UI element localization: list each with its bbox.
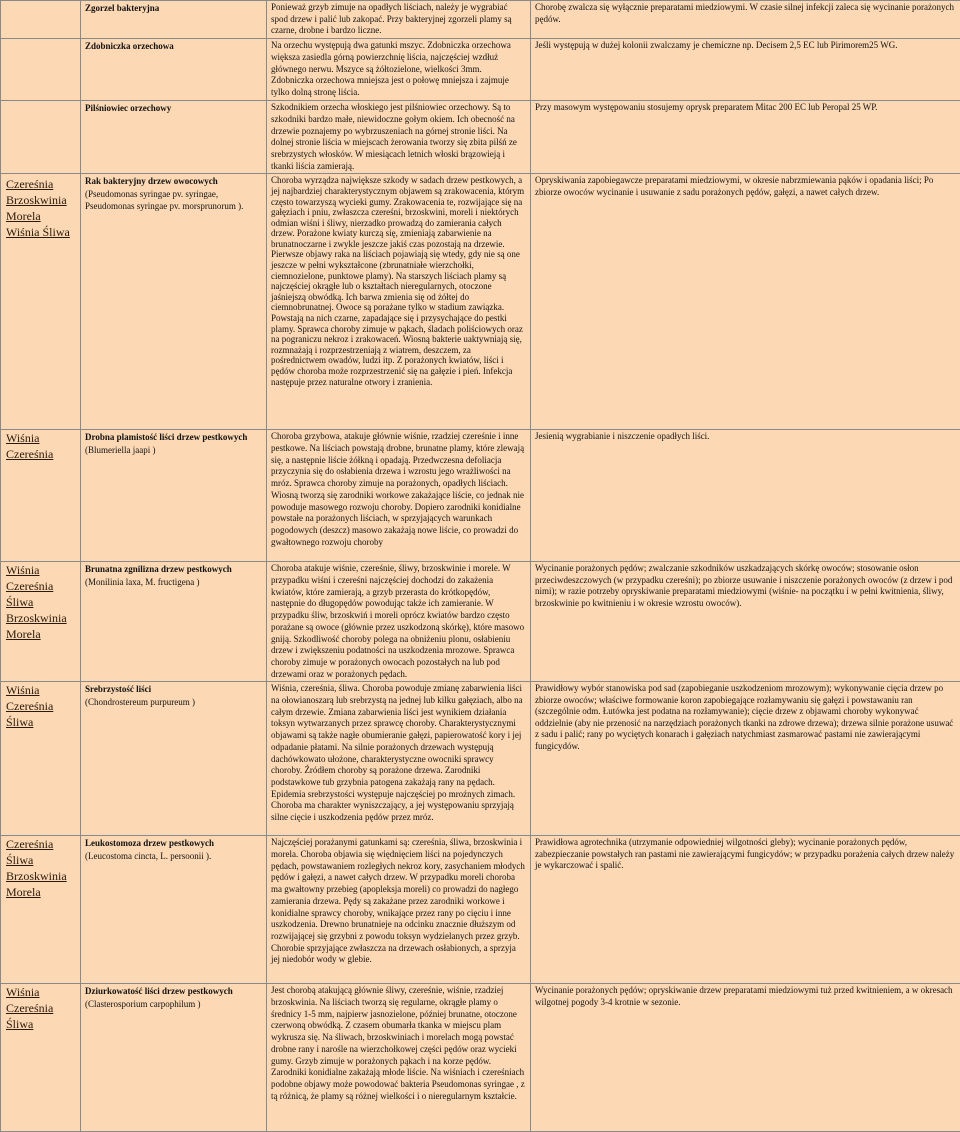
disease-name: Brunatna zgnilizna drzew pestkowych (85, 564, 232, 575)
host-name: Czereśnia (6, 837, 54, 852)
host-name: Brzoskwinia (6, 193, 67, 208)
control-cell: Prawidłowy wybór stanowiska pod sad (zapobieganie uszkodzeniom mrozowym); wykonywanie cięcia drzew po zbiorze owoców; właściwe formowanie koron zapobiegające rozłamywaniu się gałęzi i powstawaniu ran (szczególnie odm. Łutówka jest podatna na rozłamywanie); cięcie drzew z objawami choroby wykonywać oddzielnie (aby nie przenosić na narzędziach porażonych tkanki na zdrowe drzewa); drzewa silnie porażone usuwać z sadu i palić; rany po wyciętych konarach i gałęziach natychmiast zasmarować pastami nie zawierającymi fungicydów. (531, 682, 960, 836)
disease-cell (81, 174, 267, 430)
host-name: Czereśnia (6, 177, 54, 192)
disease-cell (81, 39, 267, 101)
disease-name: Dziurkowatość liści drzew pestkowych (85, 986, 233, 997)
description-cell: Jest chorobą atakującą głównie śliwy, czereśnie, wiśnie, rzadziej brzoskwinia. Na liściach tworzą się regularne, okrągłe plamy o średnicy 1-5 mm, najpierw jasnozielone, później brunatne, otoczone czerwoną obwódką. Z czasem obumarła tkanka w miejscu plam wykrusza się. Na śliwach, brzoskwiniach i morelach mogą powstać drobne rany i narośle na wierzchołkowej części pędów oraz wycieki gumy. Grzyb zimuje w porażonych pąkach i na korze pędów. Zarodniki konidialne zakażają młode liście. Na wiśniach i czereśniach podobne objawy może powodować bakteria Pseudomonas syringae , z tą różnicą, że plamy są różnej wielkości i o nieregularnym kształcie. (267, 984, 531, 1132)
host-name: Śliwa (6, 1017, 34, 1032)
description-cell: Choroba wyrządza największe szkody w sadach drzew pestkowych, a jej najbardziej charakterystycznym objawem są zrakowacenia, którym często towarzyszą wycieki gumy. Zrakowacenia te, rozwijające się na gałęziach i pniu, zwłaszcza czereśni, brzoskwini, moreli i niektórych odmian wiśni i śliwy, nierzadko prowadzą do zamierania całych drzew. Porażone kwiaty kurczą się, zmieniają zabarwienie na brunatnoczarne i zwykle jeszcze jakiś czas pozostają na drzewie. Pierwsze objawy raka na liściach pojawiają się wtedy, gdy nie są one jeszcze w pełni wykształcone (zbrunatniałe wierzchołki, ciemnozielone, punktowe plamy). Na starszych liściach plamy są najczęściej okrągłe lub o kształtach nieregularnych, otoczone jaśniejszą obwódką. Ich barwa zmienia się od żółtej do ciemnobrunatnej. Owoce są porażane tylko w stadium zawiązka. Powstają na nich czarne, zapadające się i przysychające do pestki plamy. Sprawca choroby zimuje w pąkach, śladach poliściowych oraz na pograniczu nekroz i zrakowaceń. Wiosną bakterie uaktywniają się, rozmnażają i rozprzestrzeniają z wiatrem, deszczem, za pośrednictwem owadów, ludzi itp. Z porażonych kwiatów, liści i pędów choroba może rozprzestrzenić się na gałęzie i pień. Infekcja następuje przez naturalne otwory i zranienia. (267, 174, 531, 430)
pathogen-name: (Clasterosporium carpophilum ) (85, 998, 201, 1009)
pathogen-name: (Leucostoma cincta, L. persoonii ). (85, 850, 212, 861)
control-cell: Jeśli występują w dużej kolonii zwalczamy je chemiczne np. Decisem 2,5 EC lub Pirimorem25 WG. (531, 39, 960, 101)
disease-cell (81, 1, 267, 39)
host-name: Wiśnia (6, 985, 40, 1000)
disease-name: Zgorzel bakteryjna (85, 3, 160, 13)
pathogen-name: (Pseudomonas syringae pv. syringae, Pseudomonas syringae pv. morsprunorum ). (85, 188, 244, 212)
host-name: Brzoskwinia (6, 869, 67, 884)
control-cell: Jesienią wygrabianie i niszczenie opadłych liści. (531, 430, 960, 562)
host-name: Brzoskwinia (6, 611, 67, 626)
disease-cell (81, 430, 267, 562)
control-cell: Opryskiwania zapobiegawcze preparatami miedziowymi, w okresie nabrzmiewania pąków i opadania liści; Po zbiorze owoców wycinanie i usuwanie z sadu porażonych pędów, gałęzi, a nawet całych drzew. (531, 174, 960, 430)
host-cell (1, 562, 81, 682)
description-cell: Choroba atakuje wiśnie, czereśnie, śliwy, brzoskwinie i morele. W przypadku wiśni i czereśni najczęściej dochodzi do zakażenia kwiatów, które zamierają, a grzyb przerasta do krótkopędów, następnie do długopędów powodując także ich zamieranie. W przypadku śliw, brzoskwiń i moreli oprócz kwiatów bardzo często porażane są owoce (głównie przez uszkodzoną skórkę), które masowo gniją. Szkodliwość choroby polega na obniżeniu plonu, osłabieniu drzew i zwiększeniu podatności na uszkodzenia mrozowe. Sprawca choroby zimuje w porażonych owocach pozostałych na lub pod drzewami oraz w porażonych pędach. (267, 562, 531, 682)
table-row (1, 174, 960, 430)
table-row (1, 984, 960, 1132)
description-cell: Ponieważ grzyb zimuje na opadłych liściach, należy je wygrabiać spod drzew i palić lub zakopać. Przy bakteryjnej zgorzeli plamy są czarne, drobne i bardzo liczne. (267, 1, 531, 39)
table-row (1, 836, 960, 984)
disease-name: Leukostomoza drzew pestkowych (85, 838, 214, 849)
control-cell: Przy masowym występowaniu stosujemy oprysk preparatem Mitac 200 EC lub Peropal 25 WP. (531, 101, 960, 174)
host-cell (1, 836, 81, 984)
control-cell: Chorobę zwalcza się wyłącznie preparatami miedziowymi. W czasie silnej infekcji zaleca się wycinanie porażonych pędów. (531, 1, 960, 39)
description-cell: Wiśnia, czereśnia, śliwa. Choroba powoduje zmianę zabarwienia liści na ołowianoszarą lub srebrzystą na jednej lub kilku gałęziach, albo na całym drzewie. Zmiana zabarwienia liści jest wynikiem działania toksyn wytwarzanych przez sprawcę choroby. Charakterystycznymi objawami są także nagłe obumieranie gałęzi, papierowatość kory i jej odpadanie płatami. Na silnie porażonych drzewach występują dachówkowato ułożone, charakterystyczne owocniki sprawcy choroby. Źródłem choroby są porażone drzewa. Zarodniki podstawkowe tub grzybnia patogena zakażają rany na pędach. Epidemia srebrzystości występuje najczęściej po mroźnych zimach. Choroba ma charakter wyniszczający, a jej występowaniu sprzyjają silne cięcie i uszkodzenia pędów przez mróz. (267, 682, 531, 836)
host-cell (1, 430, 81, 562)
pathogen-name: (Chondrostereum purpureum ) (85, 696, 195, 707)
host-name: Czereśnia (6, 699, 54, 714)
host-name: Morela (6, 885, 41, 900)
disease-cell (81, 984, 267, 1132)
description-cell: Szkodnikiem orzecha włoskiego jest pilśniowiec orzechowy. Są to szkodniki bardzo małe, niewidoczne gołym okiem. Ich obecność na drzewie poznajemy po wybrzuszeniach na górnej stronie liści. Na dolnej stronie liścia w miejscach żerowania tworzy się zbita pilśń ze srebrzystych włosków. W miesiącach letnich włoski brązowieją i tkanki liścia zamierają. (267, 101, 531, 174)
disease-cell (81, 682, 267, 836)
host-name: Czereśnia (6, 447, 54, 462)
host-cell (1, 1, 81, 39)
description-cell: Najczęściej porażanymi gatunkami są: czereśnia, śliwa, brzoskwinia i morela. Choroba objawia się więdnięciem liści na pojedynczych pędach, powstawaniem rozległych nekroz kory, zasychaniem młodych pędów i gałęzi, a nawet całych drzew. W przypadku moreli choroba ma gwałtowny przebieg (apopleksja moreli) co prowadzi do nagłego zamierania drzewa. Pędy są zakażane przez zarodniki workowe i konidialne sprawcy choroby, wnikające przez rany po cięciu i inne uszkodzenia. Drewno brunatnieje na odcinku znacznie dłuższym od rozwijającej się grzybni z powodu toksyn wydzielanych przez grzyb. Chorobie sprzyjające zwłaszcza na drzewach osłabionych, a sprzyja jej niedobór wody w glebie. (267, 836, 531, 984)
table-row (1, 39, 960, 101)
host-cell (1, 39, 81, 101)
host-name: Wiśnia Śliwa (6, 225, 70, 240)
disease-cell (81, 101, 267, 174)
host-name: Śliwa (6, 595, 34, 610)
disease-cell (81, 562, 267, 682)
host-cell (1, 101, 81, 174)
host-cell (1, 984, 81, 1132)
table-row (1, 562, 960, 682)
table-row (1, 1, 960, 39)
disease-name: Pilśniowiec orzechowy (85, 103, 172, 114)
table-row (1, 430, 960, 562)
disease-name: Rak bakteryjny drzew owocowych (85, 176, 218, 187)
control-cell: Prawidłowa agrotechnika (utrzymanie odpowiedniej wilgotności gleby); wycinanie porażonych pędów, zabezpieczanie powstałych ran pastami nie zawierającymi fungicydów; w przypadku porażenia całych drzew należy je wykarczować i spalić. (531, 836, 960, 984)
host-name: Czereśnia (6, 1001, 54, 1016)
host-name: Wiśnia (6, 683, 40, 698)
host-name: Wiśnia (6, 563, 40, 578)
pathogen-name: (Monilinia laxa, M. fructigena ) (85, 576, 200, 587)
table-row (1, 682, 960, 836)
host-name: Czereśnia (6, 579, 54, 594)
table-row (1, 101, 960, 174)
host-cell (1, 682, 81, 836)
description-cell: Na orzechu występują dwa gatunki mszyc. Zdobniczka orzechowa większa zasiedla górną powierzchnię liścia, najczęściej wzdłuż głównego nerwu. Mszyce są żółtozielone, wielkości 3mm. Zdobniczka orzechowa mniejsza jest o połowę mniejsza i zajmuje tylko dolną stronę liścia. (267, 39, 531, 101)
host-cell (1, 174, 81, 430)
control-cell: Wycinanie porażonych pędów; zwalczanie szkodników uszkadzających skórkę owoców; stosowanie osłon przeciwdeszczowych (w przypadku czereśni); po zbiorze usuwanie i niszczenie porażonych owoców (z drzew i pod nimi); w razie potrzeby opryskiwanie preparatami miedziowymi (wiśnie- na początku i w pełni kwitnienia, śliwy, brzoskwinie po kwitnieniu i w okresie wzrostu owoców). (531, 562, 960, 682)
host-name: Morela (6, 209, 41, 224)
host-name: Morela (6, 627, 41, 642)
host-name: Śliwa (6, 853, 34, 868)
description-cell: Choroba grzybowa, atakuje głównie wiśnie, rzadziej czereśnie i inne pestkowe. Na liściach powstają drobne, brunatne plamy, które zlewają się, a następnie liście żółkną i opadają. Przedwczesna defoliacja przyczynia się do osłabienia drzewa i wzrostu jego wrażliwości na mróz. Sprawca choroby zimuje na porażonych, opadłych liściach. Wiosną tworzą się zarodniki workowe zakażające liście, co jednak nie powoduje masowego rozwoju choroby. Dopiero zarodniki konidialne powstałe na porażonych liściach, w sprzyjających warunkach pogodowych (deszcz) masowo zakażają nowe liście, co prowadzi do gwałtownego rozwoju choroby (267, 430, 531, 562)
control-cell: Wycinanie porażonych pędów; opryskiwanie drzew preparatami miedziowymi tuż przed kwitnieniem, a w okresach wilgotnej pogody 3-4 krotnie w sezonie. (531, 984, 960, 1132)
host-name: Śliwa (6, 715, 34, 730)
pathogen-name: (Blumeriella jaapi ) (85, 444, 156, 455)
host-name: Wiśnia (6, 431, 40, 446)
disease-name: Drobna plamistość liści drzew pestkowych (85, 432, 248, 443)
disease-name: Srebrzystość liści (85, 684, 152, 695)
disease-name: Zdobniczka orzechowa (85, 41, 174, 52)
disease-cell (81, 836, 267, 984)
